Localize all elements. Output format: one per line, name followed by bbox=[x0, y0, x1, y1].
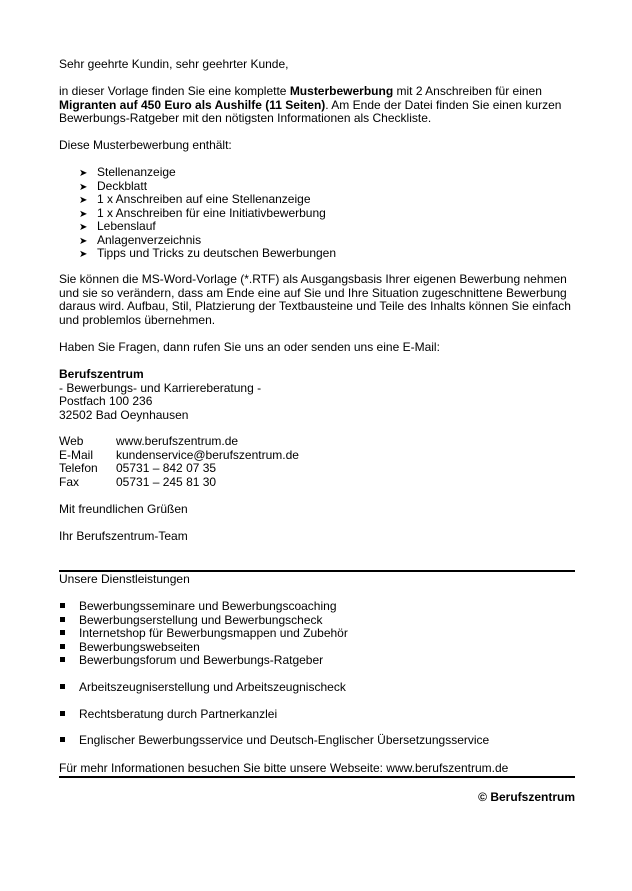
contents-item-label: Lebenslauf bbox=[97, 219, 156, 233]
arrow-bullet-icon: ➤ bbox=[79, 195, 88, 206]
divider-bottom bbox=[59, 776, 575, 778]
contents-list-item bbox=[79, 166, 176, 180]
services-heading: Unsere Dienstleistungen bbox=[59, 572, 190, 586]
web-link[interactable]: www.berufszentrum.de bbox=[116, 434, 239, 448]
phone-value: 05731 – 842 07 35 bbox=[116, 461, 217, 475]
square-bullet-icon bbox=[60, 644, 65, 649]
contact-row-email bbox=[59, 449, 299, 463]
company-name: Berufszentrum bbox=[59, 367, 144, 381]
company-city: 32502 Bad Oeynhausen bbox=[59, 407, 189, 422]
more-info: Für mehr Informationen besuchen Sie bitte unsere Webseite: www.berufszentrum.de bbox=[59, 761, 509, 775]
usage-line-3: daraus wird. Aufbau, Stil, Platzierung der Textbausteine und Teile des Inhalts können Sie einfach bbox=[59, 299, 571, 313]
square-bullet-icon bbox=[60, 630, 65, 635]
contact-label: Fax bbox=[59, 474, 80, 489]
fax-value: 05731 – 245 81 30 bbox=[116, 474, 217, 489]
signature: Ihr Berufszentrum-Team bbox=[59, 529, 188, 543]
arrow-bullet-icon: ➤ bbox=[79, 168, 88, 179]
square-bullet-icon bbox=[60, 684, 65, 689]
usage-line-4: und problemlos übernehmen. bbox=[59, 312, 216, 327]
contents-item-label: Deckblatt bbox=[97, 178, 148, 193]
contact-label: Telefon bbox=[59, 461, 98, 475]
service-list-item bbox=[59, 627, 348, 641]
intro-bold-musterbewerbung: Musterbewerbung bbox=[289, 84, 394, 98]
company-tagline: - Bewerbungs- und Karriereberatung - bbox=[59, 380, 262, 395]
square-bullet-icon bbox=[60, 711, 65, 716]
company-postbox: Postfach 100 236 bbox=[59, 394, 153, 408]
contact-row-phone bbox=[59, 462, 216, 476]
greeting: Sehr geehrte Kundin, sehr geehrter Kunde, bbox=[59, 57, 289, 71]
square-bullet-icon bbox=[60, 737, 65, 742]
usage-line-1: Sie können die MS-Word-Vorlage (*.RTF) als Ausgangsbasis Ihrer eigenen Bewerbung nehmen bbox=[59, 272, 567, 286]
contents-item-label: 1 x Anschreiben für eine Initiativbewerbung bbox=[97, 205, 326, 220]
service-label: Bewerbungsseminare und Bewerbungscoaching bbox=[79, 599, 337, 613]
contents-list-item bbox=[79, 207, 326, 221]
arrow-bullet-icon: ➤ bbox=[79, 235, 88, 247]
contents-item-label: Stellenanzeige bbox=[97, 165, 176, 179]
square-bullet-icon bbox=[60, 617, 65, 622]
arrow-bullet-icon: ➤ bbox=[79, 208, 88, 220]
contents-list-item bbox=[79, 234, 201, 248]
contact-label: Web bbox=[59, 434, 84, 448]
contents-list-item bbox=[79, 193, 311, 207]
square-bullet-icon bbox=[60, 657, 65, 662]
service-label: Bewerbungserstellung und Bewerbungscheck bbox=[79, 612, 323, 627]
service-list-item bbox=[59, 681, 346, 695]
questions-text: Haben Sie Fragen, dann rufen Sie uns an oder senden uns eine E-Mail: bbox=[59, 340, 440, 354]
contact-row-fax bbox=[59, 476, 216, 490]
contents-heading: Diese Musterbewerbung enthält: bbox=[59, 138, 232, 152]
service-label: Bewerbungsforum und Bewerbungs-Ratgeber bbox=[79, 653, 324, 667]
service-label: Rechtsberatung durch Partnerkanzlei bbox=[79, 707, 278, 721]
intro-line-3: Bewerbungs-Ratgeber mit den nötigsten Informationen als Checkliste. bbox=[59, 111, 432, 125]
intro-bold-migranten: Migranten auf 450 Euro als Aushilfe (11 Seiten) bbox=[59, 97, 326, 112]
intro-text-2: mit 2 Anschreiben für einen bbox=[393, 84, 542, 98]
service-list-item bbox=[59, 734, 489, 748]
intro-text-3: . Am Ende der Datei finden Sie einen kurzen bbox=[325, 97, 562, 112]
service-label: Bewerbungswebseiten bbox=[79, 639, 200, 654]
service-list-item bbox=[59, 708, 277, 722]
contents-list-item bbox=[79, 247, 336, 261]
contents-list-item bbox=[79, 220, 156, 234]
copyright: © Berufszentrum bbox=[478, 790, 575, 804]
contact-label: E-Mail bbox=[59, 447, 94, 462]
service-label: Arbeitszeugniserstellung und Arbeitszeugnischeck bbox=[79, 680, 346, 694]
service-list-item bbox=[59, 641, 200, 655]
intro-line-1 bbox=[59, 85, 575, 99]
contents-list-item bbox=[79, 180, 147, 194]
intro-text-1: in dieser Vorlage finden Sie eine komplette bbox=[59, 84, 290, 98]
email-link[interactable]: kundenservice@berufszentrum.de bbox=[116, 447, 299, 462]
closing: Mit freundlichen Grüßen bbox=[59, 502, 188, 516]
service-list-item bbox=[59, 614, 323, 628]
service-list-item bbox=[59, 600, 337, 614]
service-label: Englischer Bewerbungsservice und Deutsch-Englischer Übersetzungsservice bbox=[79, 733, 490, 747]
contents-item-label: Anlagenverzeichnis bbox=[97, 232, 202, 247]
contents-item-label: 1 x Anschreiben auf eine Stellenanzeige bbox=[97, 192, 311, 206]
intro-line-2 bbox=[59, 99, 575, 113]
arrow-bullet-icon: ➤ bbox=[79, 222, 88, 233]
service-label: Internetshop für Bewerbungsmappen und Zubehör bbox=[79, 626, 348, 640]
service-list-item bbox=[59, 654, 323, 668]
arrow-bullet-icon: ➤ bbox=[79, 181, 88, 193]
contact-row-web bbox=[59, 435, 238, 449]
arrow-bullet-icon: ➤ bbox=[79, 249, 88, 260]
usage-line-2: und sie so verändern, dass am Ende eine auf Sie und Ihre Situation zugeschnittene Bewerbung bbox=[59, 285, 567, 300]
contents-item-label: Tipps und Tricks zu deutschen Bewerbungen bbox=[97, 246, 337, 260]
square-bullet-icon bbox=[60, 603, 65, 608]
